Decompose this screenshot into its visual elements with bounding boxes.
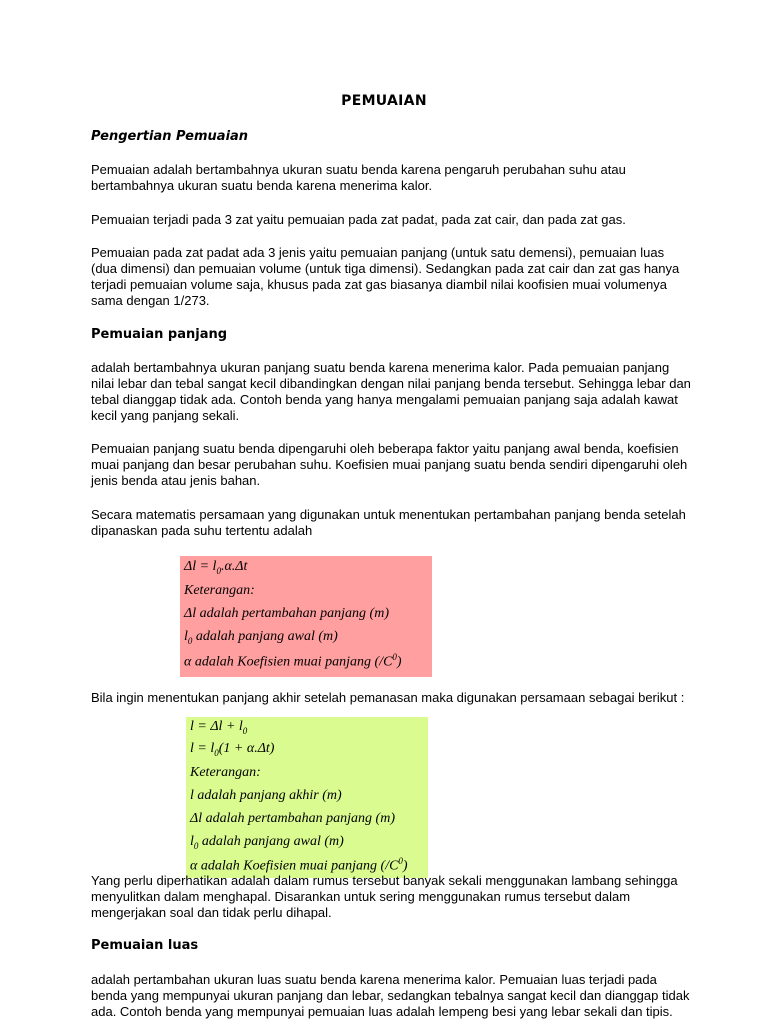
paragraph-area-definition: adalah pertambahan ukuran luas suatu benda karena menerima kalor. Pemuaian luas terjadi pada benda yang mempunyai ukuran panjang dan lebar, sedangkan tebalnya sangat kecil dan dianggap tidak ada. Contoh benda yang mempunyai pemuaian luas adalah lempeng besi yang lebar sekali dan tipis. — [91, 972, 690, 1019]
formula-line: α adalah Koefisien muai panjang $(/C^0)$ — [184, 652, 402, 670]
formula-line: l adalah panjang akhir (m) — [190, 788, 342, 803]
formula-line: $l_0$ adalah panjang awal (m) — [190, 834, 344, 851]
paragraph-three-states: Pemuaian terjadi pada 3 zat yaitu pemuaian pada zat padat, pada zat cair, dan pada zat gas. — [91, 212, 626, 227]
formula-line: Δl adalah pertambahan panjang (m) — [190, 811, 395, 826]
paragraph-linear-factors: Pemuaian panjang suatu benda dipengaruhi oleh beberapa faktor yaitu panjang awal benda, koefisien muai panjang dan besar perubahan suhu. Koefisien muai panjang suatu benda sendiri dipengaruhi oleh jenis benda atau jenis bahan. — [91, 441, 688, 488]
section-heading-panjang: Pemuaian panjang — [91, 327, 228, 342]
formula-line: $l = \Delta l + l_0$ — [190, 719, 248, 736]
paragraph-note: Yang perlu diperhatikan adalah dalam rumus tersebut banyak sekali menggunakan lambang sehingga menyulitkan dalam menghapal. Disarankan untuk sering menggunakan rumus tersebut dalam mengerjakan soal dan tidak perlu dihapal. — [91, 873, 678, 920]
formula-line: α adalah Koefisien muai panjang $(/C^0)$ — [190, 856, 408, 874]
formula-box-linear-expansion — [180, 556, 432, 677]
formula-line: $l = l_0(1 + \alpha.\Delta t)$ — [190, 741, 275, 758]
formula-line: Keterangan: — [190, 765, 261, 780]
page-title: PEMUAIAN — [341, 93, 427, 109]
paragraph-definition: Pemuaian adalah bertambahnya ukuran suatu benda karena pengaruh perubahan suhu atau bertambahnya ukuran suatu benda karena menerima kalor. — [91, 162, 626, 193]
section-heading-luas: Pemuaian luas — [91, 938, 199, 953]
paragraph-math-intro: Secara matematis persamaan yang digunakan untuk menentukan pertambahan panjang benda setelah dipanaskan pada suhu tertentu adalah — [91, 507, 686, 538]
paragraph-linear-definition: adalah bertambahnya ukuran panjang suatu benda karena menerima kalor. Pada pemuaian panjang nilai lebar dan tebal sangat kecil dibandingkan dengan nilai panjang benda tersebut. Sehingga lebar dan tebal dianggap tidak ada. Contoh benda yang hanya mengalami pemuaian panjang saja adalah kawat kecil yang panjang sekali. — [91, 360, 691, 423]
formula-line: Δl adalah pertambahan panjang (m) — [184, 606, 389, 621]
formula-box-final-length — [186, 717, 428, 878]
section-heading-pengertian: Pengertian Pemuaian — [91, 129, 249, 144]
paragraph-final-length-intro: Bila ingin menentukan panjang akhir setelah pemanasan maka digunakan persamaan sebagai berikut : — [91, 690, 685, 705]
paragraph-solid-types: Pemuaian pada zat padat ada 3 jenis yaitu pemuaian panjang (untuk satu demensi), pemuaian luas (dua dimensi) dan pemuaian volume (untuk tiga dimensi). Sedangkan pada zat cair dan zat gas hanya terjadi pemuaian volume saja, khusus pada zat gas biasanya diambil nilai koofisien muai volumenya sama dengan 1/273. — [91, 245, 680, 308]
formula-line: $\Delta l = l_0.\alpha.\Delta t$ — [184, 559, 248, 576]
formula-line: $l_0$ adalah panjang awal (m) — [184, 629, 338, 646]
formula-line: Keterangan: — [184, 583, 255, 598]
